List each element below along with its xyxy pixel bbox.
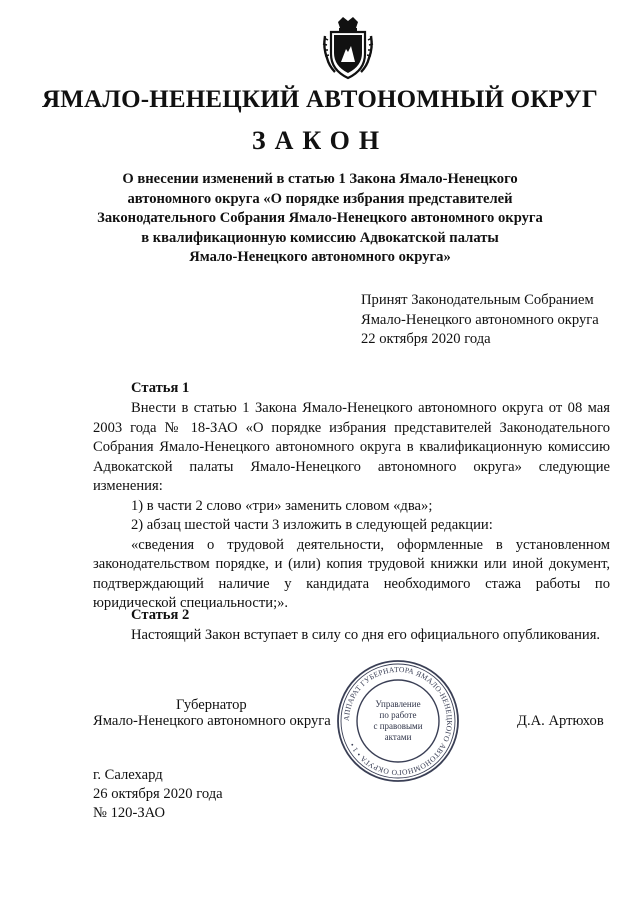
coat-of-arms-emblem [321,16,375,82]
article-1-body [93,399,610,614]
article-2-text: Настоящий Закон вступает в силу со дня его официального опубликования. [131,627,601,643]
signatory-region: Ямало-Ненецкого автономного округа [93,713,331,729]
official-seal [336,659,460,783]
law-title-line: автономного округа «О порядке избрания представителей [127,190,513,207]
law-title-line: О внесении изменений в статью 1 Закона Ямало-Ненецкого [122,171,518,187]
law-number: № 120-ЗАО [93,805,165,821]
law-title-line: в квалификационную комиссию Адвокатской палаты [141,229,499,246]
seal-center-line: актами [384,732,412,742]
seal-center-line: Управление [375,699,421,709]
law-title-line: Законодательного Собрания Ямало-Ненецкого автономного округа [97,210,543,226]
document-footer [93,766,223,823]
article-1-item-1: 1) в части 2 слово «три» заменить словом «два»; [131,497,433,514]
adoption-line: Принят Законодательным Собранием [361,292,594,308]
signatory-title: Губернатор [176,697,247,713]
article-1-heading: Статья 1 [131,380,190,396]
article-1-intro: Внести в статью 1 Закона Ямало-Ненецкого автономного округа от 08 мая 2003 года № 18-ЗАО «О порядке избрания представителей Законодательного Собрания Ямало-Ненецкого автономного округа в квалификационную комиссию Адвокатской палаты Ямало-Ненецкого автономного округа» следующие изменения: [93,400,610,494]
seal-center-line: с правовыми [373,721,423,731]
article-1-quote: «сведения о трудовой деятельности, оформленные в установленном законодательством порядке, и (или) копия трудовой книжки или иной документ, подтверждающий наличие у кандидата необходимого стажа работы по юридической специальности;». [93,536,610,611]
law-title-line: Ямало-Ненецкого автономного округа» [189,249,451,265]
article-1-item-2: 2) абзац шестой части 3 изложить в следующей редакции: [131,517,493,533]
signing-date: 26 октября 2020 года [93,786,223,802]
adoption-line: Ямало-Ненецкого автономного округа [361,311,599,328]
signatory-name: Д.А. Артюхов [517,713,604,729]
document-type: ЗАКОН [251,126,389,155]
seal-ring-text: АППАРАТ ГУБЕРНАТОРА ЯМАЛО-НЕНЕЦКОГО АВТОНОМНОГО ОКРУГА • 1 • [341,664,455,778]
adoption-note [361,291,599,350]
article-2-heading: Статья 2 [131,607,190,623]
region-name: ЯМАЛО-НЕНЕЦКИЙ АВТОНОМНЫЙ ОКРУГ [41,86,599,113]
law-title [60,170,580,268]
adoption-date: 22 октября 2020 года [361,331,491,347]
seal-center-line: по работе [379,710,417,720]
article-2-body [93,626,610,646]
place-of-signing: г. Салехард [93,767,163,783]
